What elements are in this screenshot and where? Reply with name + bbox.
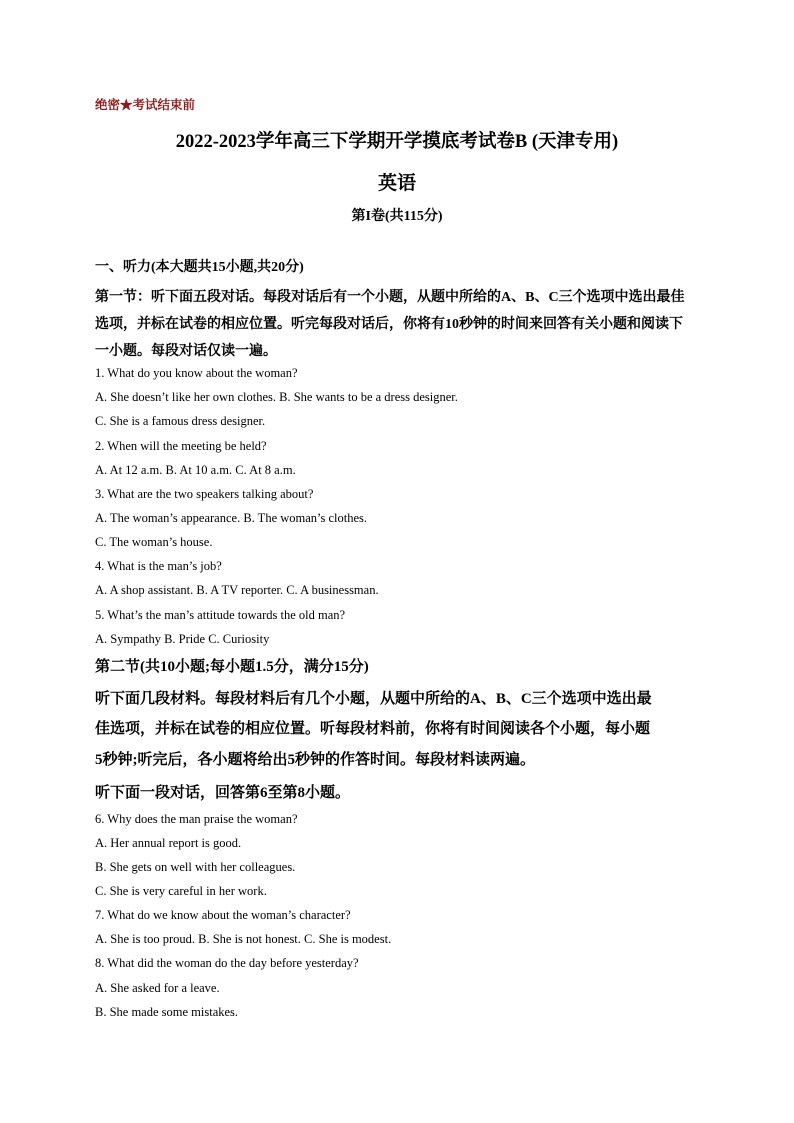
section2-instructions-line: 5秒钟;听完后，各小题将给出5秒钟的作答时间。每段材料读两遍。: [95, 752, 535, 768]
section2-instructions-line: 听下面一段对话，回答第6至第8小题。: [95, 785, 351, 801]
question-line: 8. What did the woman do the day before yesterday?: [95, 956, 359, 970]
question-line: A. Sympathy B. Pride C. Curiosity: [95, 632, 270, 646]
part1-heading: 一、听力(本大题共15小题,共20分): [95, 260, 304, 275]
question-line: A. Her annual report is good.: [95, 836, 242, 850]
section1-instructions-line: 一小题。每段对话仅读一遍。: [95, 344, 277, 359]
question-line: B. She made some mistakes.: [95, 1005, 239, 1019]
question-line: C. She is very careful in her work.: [95, 884, 267, 898]
question-line: 6. Why does the man praise the woman?: [95, 812, 298, 826]
question-line: A. She doesn’t like her own clothes. B. She wants to be a dress designer.: [95, 390, 458, 404]
section1-instructions-line: 第一节：听下面五段对话。每段对话后有一个小题，从题中所给的A、B、C三个选项中选出最佳: [95, 290, 685, 305]
question-line: 4. What is the man’s job?: [95, 559, 222, 573]
section2-instructions-line: 听下面几段材料。每段材料后有几个小题，从题中所给的A、B、C三个选项中选出最: [95, 691, 652, 707]
exam-title: 2022-2023学年高三下学期开学摸底考试卷B (天津专用): [175, 132, 619, 152]
section2-heading: 第二节(共10小题;每小题1.5分，满分15分): [95, 659, 369, 675]
question-line: 3. What are the two speakers talking about?: [95, 487, 314, 501]
section2-instructions-line: 佳选项，并标在试卷的相应位置。听每段材料前，你将有时间阅读各个小题，每小题: [95, 721, 651, 737]
question-line: A. The woman’s appearance. B. The woman’s clothes.: [95, 511, 368, 525]
question-line: C. The woman’s house.: [95, 535, 213, 549]
question-line: 7. What do we know about the woman’s character?: [95, 908, 351, 922]
question-line: A. She asked for a leave.: [95, 981, 220, 995]
question-line: A. A shop assistant. B. A TV reporter. C. A businessman.: [95, 583, 379, 597]
question-line: 2. When will the meeting be held?: [95, 439, 267, 453]
subject-title: 英语: [377, 173, 416, 194]
section1-instructions-line: 选项，并标在试卷的相应位置。听完每段对话后，你将有10秒钟的时间来回答有关小题和阅读下: [95, 317, 683, 332]
question-line: A. She is too proud. B. She is not honest. C. She is modest.: [95, 932, 392, 946]
question-line: B. She gets on well with her colleagues.: [95, 860, 296, 874]
question-line: A. At 12 a.m. B. At 10 a.m. C. At 8 a.m.: [95, 463, 296, 477]
question-line: 1. What do you know about the woman?: [95, 366, 298, 380]
question-line: C. She is a famous dress designer.: [95, 414, 266, 428]
confidential-mark: 绝密★考试结束前: [95, 98, 196, 112]
volume-title: 第I卷(共115分): [351, 209, 443, 224]
question-line: 5. What’s the man’s attitude towards the old man?: [95, 608, 346, 622]
